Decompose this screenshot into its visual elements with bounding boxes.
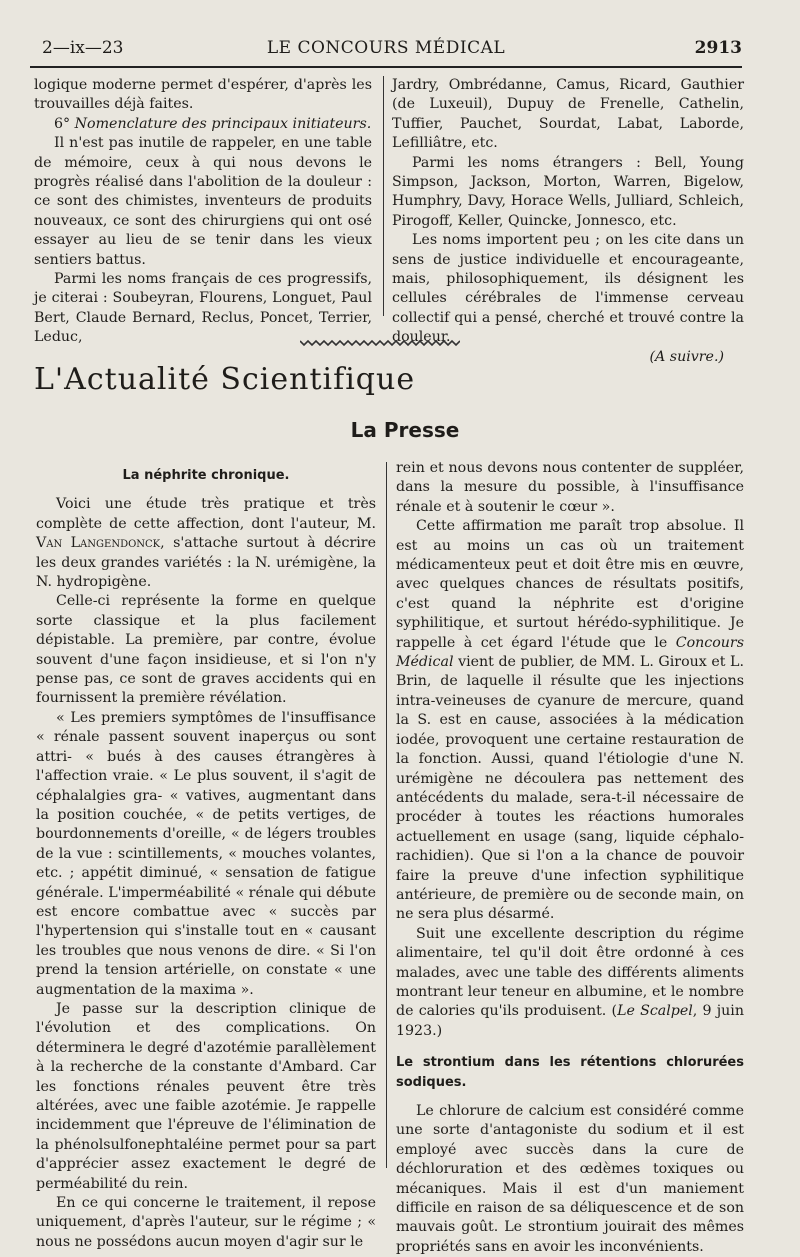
journal-name: Concours Médical	[396, 634, 744, 671]
paragraph: logique moderne permet d'espérer, d'après les trouvailles déjà faites.	[34, 77, 372, 113]
author-name: Van Langendonck	[36, 535, 161, 552]
column-divider	[386, 462, 387, 1168]
paragraph: Le chlorure de calcium est considéré comme une sorte d'antagoniste du sodium et il est employé avec succès dans la cure de déchloruration et des œdèmes toxiques ou mécaniques. Mais il est d'un maniement difficile en raison de sa déliquescence et de son mauvais goût. Le strontium jouirait des mêmes propriétés sans en avoir les inconvénients.	[396, 1103, 744, 1255]
article-title: Le strontium dans les rétentions chlorurées sodiques.	[396, 1055, 744, 1090]
source-name: Le Scalpel	[617, 1003, 693, 1020]
ornament-divider	[300, 338, 460, 348]
paragraph: Voici une étude très pratique et très complète de cette affection, dont l'auteur, M. Van Langendonck, s'attache surtout à décrire les deux grandes variétés : la N. urémigène, la N. hydropigène.	[36, 496, 376, 591]
paragraph: Je passe sur la description clinique de l'évolution et des complications. On déterminera le degré d'azotémie parallèlement à la recherche de la constante d'Ambard. Car les fonctions rénales peuvent être très altérées, avec une faible azotémie. Je rappelle incidemment que l'épreuve de l'élimination de la phénolsulfonephtaléine permet pour sa part d'apprécier assez exactement le degré de perméabilité du rein.	[36, 1000, 376, 1192]
column-divider	[383, 76, 384, 316]
paragraph: Il n'est pas inutile de rappeler, en une table de mémoire, ceux à qui nous devons le progrès réalisé dans l'abolition de la douleur : ce sont des chimistes, inventeurs de produits nouveaux, ce sont des chirurgiens qui ont osé essayer au lieu de se tenir dans les vieux sentiers battus.	[34, 135, 372, 268]
paragraph: Suit une excellente description du régime alimentaire, tel qu'il doit être ordonné à ces malades, avec une table des différents aliments montrant leur teneur en albumine, et le nombre de calories qu'ils produisent. (Le Scalpel, 9 juin 1923.)	[396, 925, 744, 1039]
paragraph: Les noms importent peu ; on les cite dans un sens de justice individuelle et encourageante, mais, philosophiquement, ils désignent les cellules cérébrales de l'immense cerveau collectif qui a pensé, cherché et trouvé contre la douleur.	[392, 232, 744, 346]
section-heading: 6° Nomenclature des principaux initiateurs.	[54, 115, 372, 132]
article-left-column	[36, 466, 376, 1252]
header-rule	[30, 66, 742, 68]
section-title: L'Actualité Scientifique	[34, 362, 416, 397]
journal-title: LE CONCOURS MÉDICAL	[266, 38, 506, 58]
page-number: 2913	[694, 38, 742, 58]
paragraph: Celle-ci représente la forme en quelque sorte classique et la plus facilement dépistable. La première, par contre, évolue souvent d'une façon insidieuse, et si l'on n'y pense pas, ce sont de graves accidents qui en fournissent la première révélation.	[36, 593, 376, 707]
paragraph: Jardry, Ombrédanne, Camus, Ricard, Gauthier (de Luxeuil), Dupuy de Frenelle, Cathelin, Tuffier, Pauchet, Sourdat, Labat, Laborde, Lefilliâtre, etc.	[392, 77, 744, 152]
paragraph: Cette affirmation me paraît trop absolue. Il est au moins un cas où un traitement médicamenteux peut et doit être mis en œuvre, avec quelques chances de résultats positifs, c'est quand la néphrite est d'origine syphilitique, et surtout hérédo-syphilitique. Je rappelle à cet égard l'étude que le Concours Médical vient de publier, de MM. L. Giroux et L. Brin, de laquelle il résulte que les injections intra-veineuses de cyanure de mercure, quand la S. est en cause, associées à la médication iodée, provoquent une certaine restauration de la fonction. Aussi, quand l'étiologie d'une N. urémigène ne découlera pas nettement des antécédents du malade, sera-t-il nécessaire de procéder à toutes les réactions humorales actuellement en usage (sang, liquide céphalo-rachidien). Que si l'on a la chance de pouvoir faire la preuve d'une infection syphilitique antérieure, de première ou de seconde main, on ne sera plus désarmé.	[396, 518, 744, 923]
section-subtitle: La Presse	[350, 418, 460, 442]
page-header	[30, 38, 742, 62]
issue-date: 2—ix—23	[42, 38, 124, 58]
quotation: « Les premiers symptômes de l'insuffisance « rénale passent souvent inaperçus ou sont attri- « bués à des causes étrangères à l'affection vraie. « Le plus souvent, il s'agit de céphalalgies gra- « vatives, augmentant dans la position couchée, « de petits vertiges, de bourdonnements d'oreille, « de légers troubles de la vue : scintillements, « mouches volantes, etc. ; appétit diminué, « sensation de fatigue générale. L'imperméabilité « rénale qui débute est encore combattue avec « succès par l'hypertension qui s'installe tout en « causant les troubles que nous venons de dire. « Si l'on prend la tension artérielle, on constate « une augmentation de la maxima ».	[36, 709, 376, 998]
top-right-column	[392, 76, 744, 367]
top-left-column	[34, 76, 372, 348]
paragraph: rein et nous devons nous contenter de suppléer, dans la mesure du possible, à l'insuffisance rénale et à soutenir le cœur ».	[396, 460, 744, 515]
paragraph: En ce qui concerne le traitement, il repose uniquement, d'après l'auteur, sur le régime ; « nous ne possédons aucun moyen d'agir sur le	[36, 1195, 376, 1250]
article-right-column	[396, 459, 744, 1257]
to-be-continued: (A suivre.)	[649, 348, 724, 365]
paragraph: Parmi les noms français de ces progressifs, je citerai : Soubeyran, Flourens, Longuet, Paul Bert, Claude Bernard, Reclus, Poncet, Terrier, Leduc,	[34, 271, 372, 346]
article-title: La néphrite chronique.	[122, 468, 290, 483]
paragraph: Parmi les noms étrangers : Bell, Young Simpson, Jackson, Morton, Warren, Bigelow, Humphry, Davy, Horace Wells, Julliard, Schleich, Pirogoff, Keller, Quincke, Jonnesco, etc.	[392, 154, 744, 229]
